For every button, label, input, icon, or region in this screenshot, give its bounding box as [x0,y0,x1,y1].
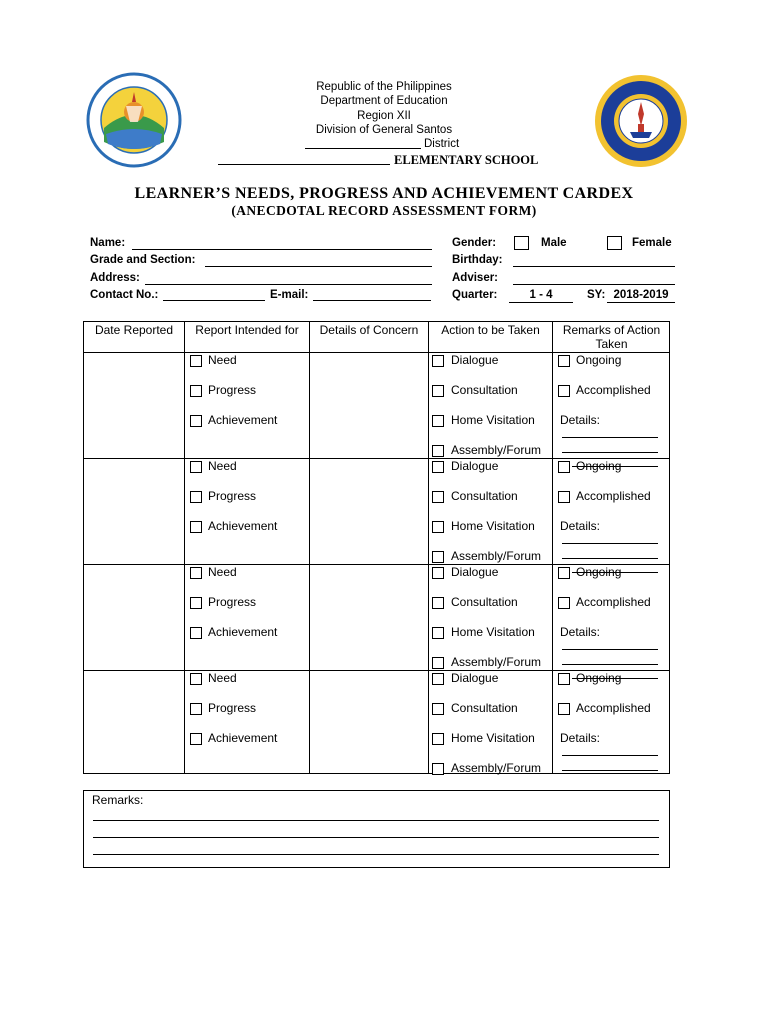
achievement-checkbox[interactable] [190,627,202,639]
accomplished-checkbox[interactable] [558,703,570,715]
ongoing-label: Ongoing [576,671,622,685]
page-title: LEARNER’S NEEDS, PROGRESS AND ACHIEVEMENT CARDEX [134,185,634,202]
home-visitation-label: Home Visitation [451,625,535,639]
details-label: Details: [560,731,601,745]
progress-label: Progress [208,383,257,397]
details-line[interactable] [562,543,658,544]
details-line[interactable] [562,452,658,453]
header-line-3: Region XII [357,110,411,122]
home-visitation-label: Home Visitation [451,731,535,745]
sy-value[interactable]: 2018-2019 [607,289,675,303]
col-divider-1 [184,321,185,774]
contact-field[interactable] [163,300,265,301]
dialogue-label: Dialogue [451,459,499,473]
dialogue-label: Dialogue [451,671,499,685]
remarks-line[interactable] [93,837,659,838]
assembly-forum-checkbox[interactable] [432,551,444,563]
ongoing-checkbox[interactable] [558,461,570,473]
th-report-intended: Report Intended for [195,323,299,337]
need-label: Need [208,671,237,685]
assembly-forum-label: Assembly/Forum [451,761,542,775]
ongoing-checkbox[interactable] [558,567,570,579]
consultation-label: Consultation [451,701,518,715]
progress-checkbox[interactable] [190,703,202,715]
ongoing-strike [572,678,658,679]
achievement-label: Achievement [208,413,278,427]
th-remarks-action: Remarks of Action Taken [562,323,661,351]
home-visitation-label: Home Visitation [451,413,535,427]
achievement-checkbox[interactable] [190,415,202,427]
ongoing-strike [572,466,658,467]
name-field[interactable] [132,249,432,250]
dialogue-checkbox[interactable] [432,567,444,579]
school-blank [218,164,390,165]
need-label: Need [208,459,237,473]
remarks-line[interactable] [93,820,659,821]
remarks-box [83,790,670,868]
consultation-checkbox[interactable] [432,385,444,397]
need-checkbox[interactable] [190,567,202,579]
email-label: E-mail: [270,289,309,301]
sy-label: SY: [587,289,606,301]
th-action-taken: Action to be Taken [441,323,540,337]
district-label: District [424,138,460,150]
accomplished-checkbox[interactable] [558,597,570,609]
male-checkbox[interactable] [514,236,529,250]
progress-checkbox[interactable] [190,597,202,609]
assembly-forum-label: Assembly/Forum [451,549,542,563]
gender-label: Gender: [452,237,497,249]
ongoing-checkbox[interactable] [558,355,570,367]
page-subtitle: (ANECDOTAL RECORD ASSESSMENT FORM) [231,203,537,218]
details-line[interactable] [562,755,658,756]
accomplished-label: Accomplished [576,489,651,503]
consultation-label: Consultation [451,595,518,609]
consultation-label: Consultation [451,383,518,397]
assembly-forum-checkbox[interactable] [432,657,444,669]
col-divider-2 [309,321,310,774]
details-line[interactable] [562,664,658,665]
grade-section-field[interactable] [205,266,432,267]
dialogue-checkbox[interactable] [432,355,444,367]
assembly-forum-label: Assembly/Forum [451,655,542,669]
need-label: Need [208,353,237,367]
home-visitation-checkbox[interactable] [432,415,444,427]
details-line[interactable] [562,437,658,438]
achievement-label: Achievement [208,731,278,745]
accomplished-label: Accomplished [576,701,651,715]
progress-checkbox[interactable] [190,491,202,503]
progress-label: Progress [208,489,257,503]
th-details-concern: Details of Concern [319,323,419,337]
ongoing-checkbox[interactable] [558,673,570,685]
dialogue-label: Dialogue [451,565,499,579]
adviser-field[interactable] [513,284,675,285]
assembly-forum-checkbox[interactable] [432,763,444,775]
progress-label: Progress [208,595,257,609]
quarter-label: Quarter: [452,289,498,301]
accomplished-checkbox[interactable] [558,491,570,503]
progress-label: Progress [208,701,257,715]
home-visitation-label: Home Visitation [451,519,535,533]
adviser-label: Adviser: [452,272,499,284]
assembly-forum-checkbox[interactable] [432,445,444,457]
name-label: Name: [90,237,126,249]
ongoing-strike [572,572,658,573]
achievement-label: Achievement [208,519,278,533]
ongoing-label: Ongoing [576,565,622,579]
dialogue-checkbox[interactable] [432,673,444,685]
quarter-value[interactable]: 1 - 4 [509,289,573,303]
need-checkbox[interactable] [190,673,202,685]
home-visitation-checkbox[interactable] [432,733,444,745]
remarks-label: Remarks: [92,793,144,807]
assembly-forum-label: Assembly/Forum [451,443,542,457]
details-label: Details: [560,519,601,533]
achievement-label: Achievement [208,625,278,639]
need-checkbox[interactable] [190,355,202,367]
email-field[interactable] [313,300,431,301]
progress-checkbox[interactable] [190,385,202,397]
header-line-1: Republic of the Philippines [316,81,452,93]
accomplished-label: Accomplished [576,595,651,609]
header-line-2: Department of Education [320,95,448,107]
address-field[interactable] [145,284,432,285]
consultation-checkbox[interactable] [432,597,444,609]
achievement-checkbox[interactable] [190,521,202,533]
home-visitation-checkbox[interactable] [432,521,444,533]
ongoing-label: Ongoing [576,353,622,367]
details-label: Details: [560,413,601,427]
birthday-field[interactable] [513,266,675,267]
accomplished-checkbox[interactable] [558,385,570,397]
consultation-label: Consultation [451,489,518,503]
th-date-reported: Date Reported [94,323,174,337]
need-checkbox[interactable] [190,461,202,473]
details-line[interactable] [562,649,658,650]
col-divider-3 [428,321,429,774]
achievement-checkbox[interactable] [190,733,202,745]
male-label: Male [541,237,567,249]
female-checkbox[interactable] [607,236,622,250]
details-line[interactable] [562,770,658,771]
consultation-checkbox[interactable] [432,491,444,503]
grade-section-label: Grade and Section: [90,254,196,266]
header-line-4: Division of General Santos [315,124,453,136]
female-label: Female [632,237,672,249]
remarks-line[interactable] [93,854,659,855]
col-divider-4 [552,321,553,774]
home-visitation-checkbox[interactable] [432,627,444,639]
accomplished-label: Accomplished [576,383,651,397]
details-label: Details: [560,625,601,639]
consultation-checkbox[interactable] [432,703,444,715]
birthday-label: Birthday: [452,254,503,266]
ongoing-label: Ongoing [576,459,622,473]
address-label: Address: [90,272,140,284]
contact-label: Contact No.: [90,289,159,301]
dialogue-checkbox[interactable] [432,461,444,473]
district-blank [305,148,421,149]
need-label: Need [208,565,237,579]
school-label: ELEMENTARY SCHOOL [394,153,539,167]
details-line[interactable] [562,558,658,559]
dialogue-label: Dialogue [451,353,499,367]
